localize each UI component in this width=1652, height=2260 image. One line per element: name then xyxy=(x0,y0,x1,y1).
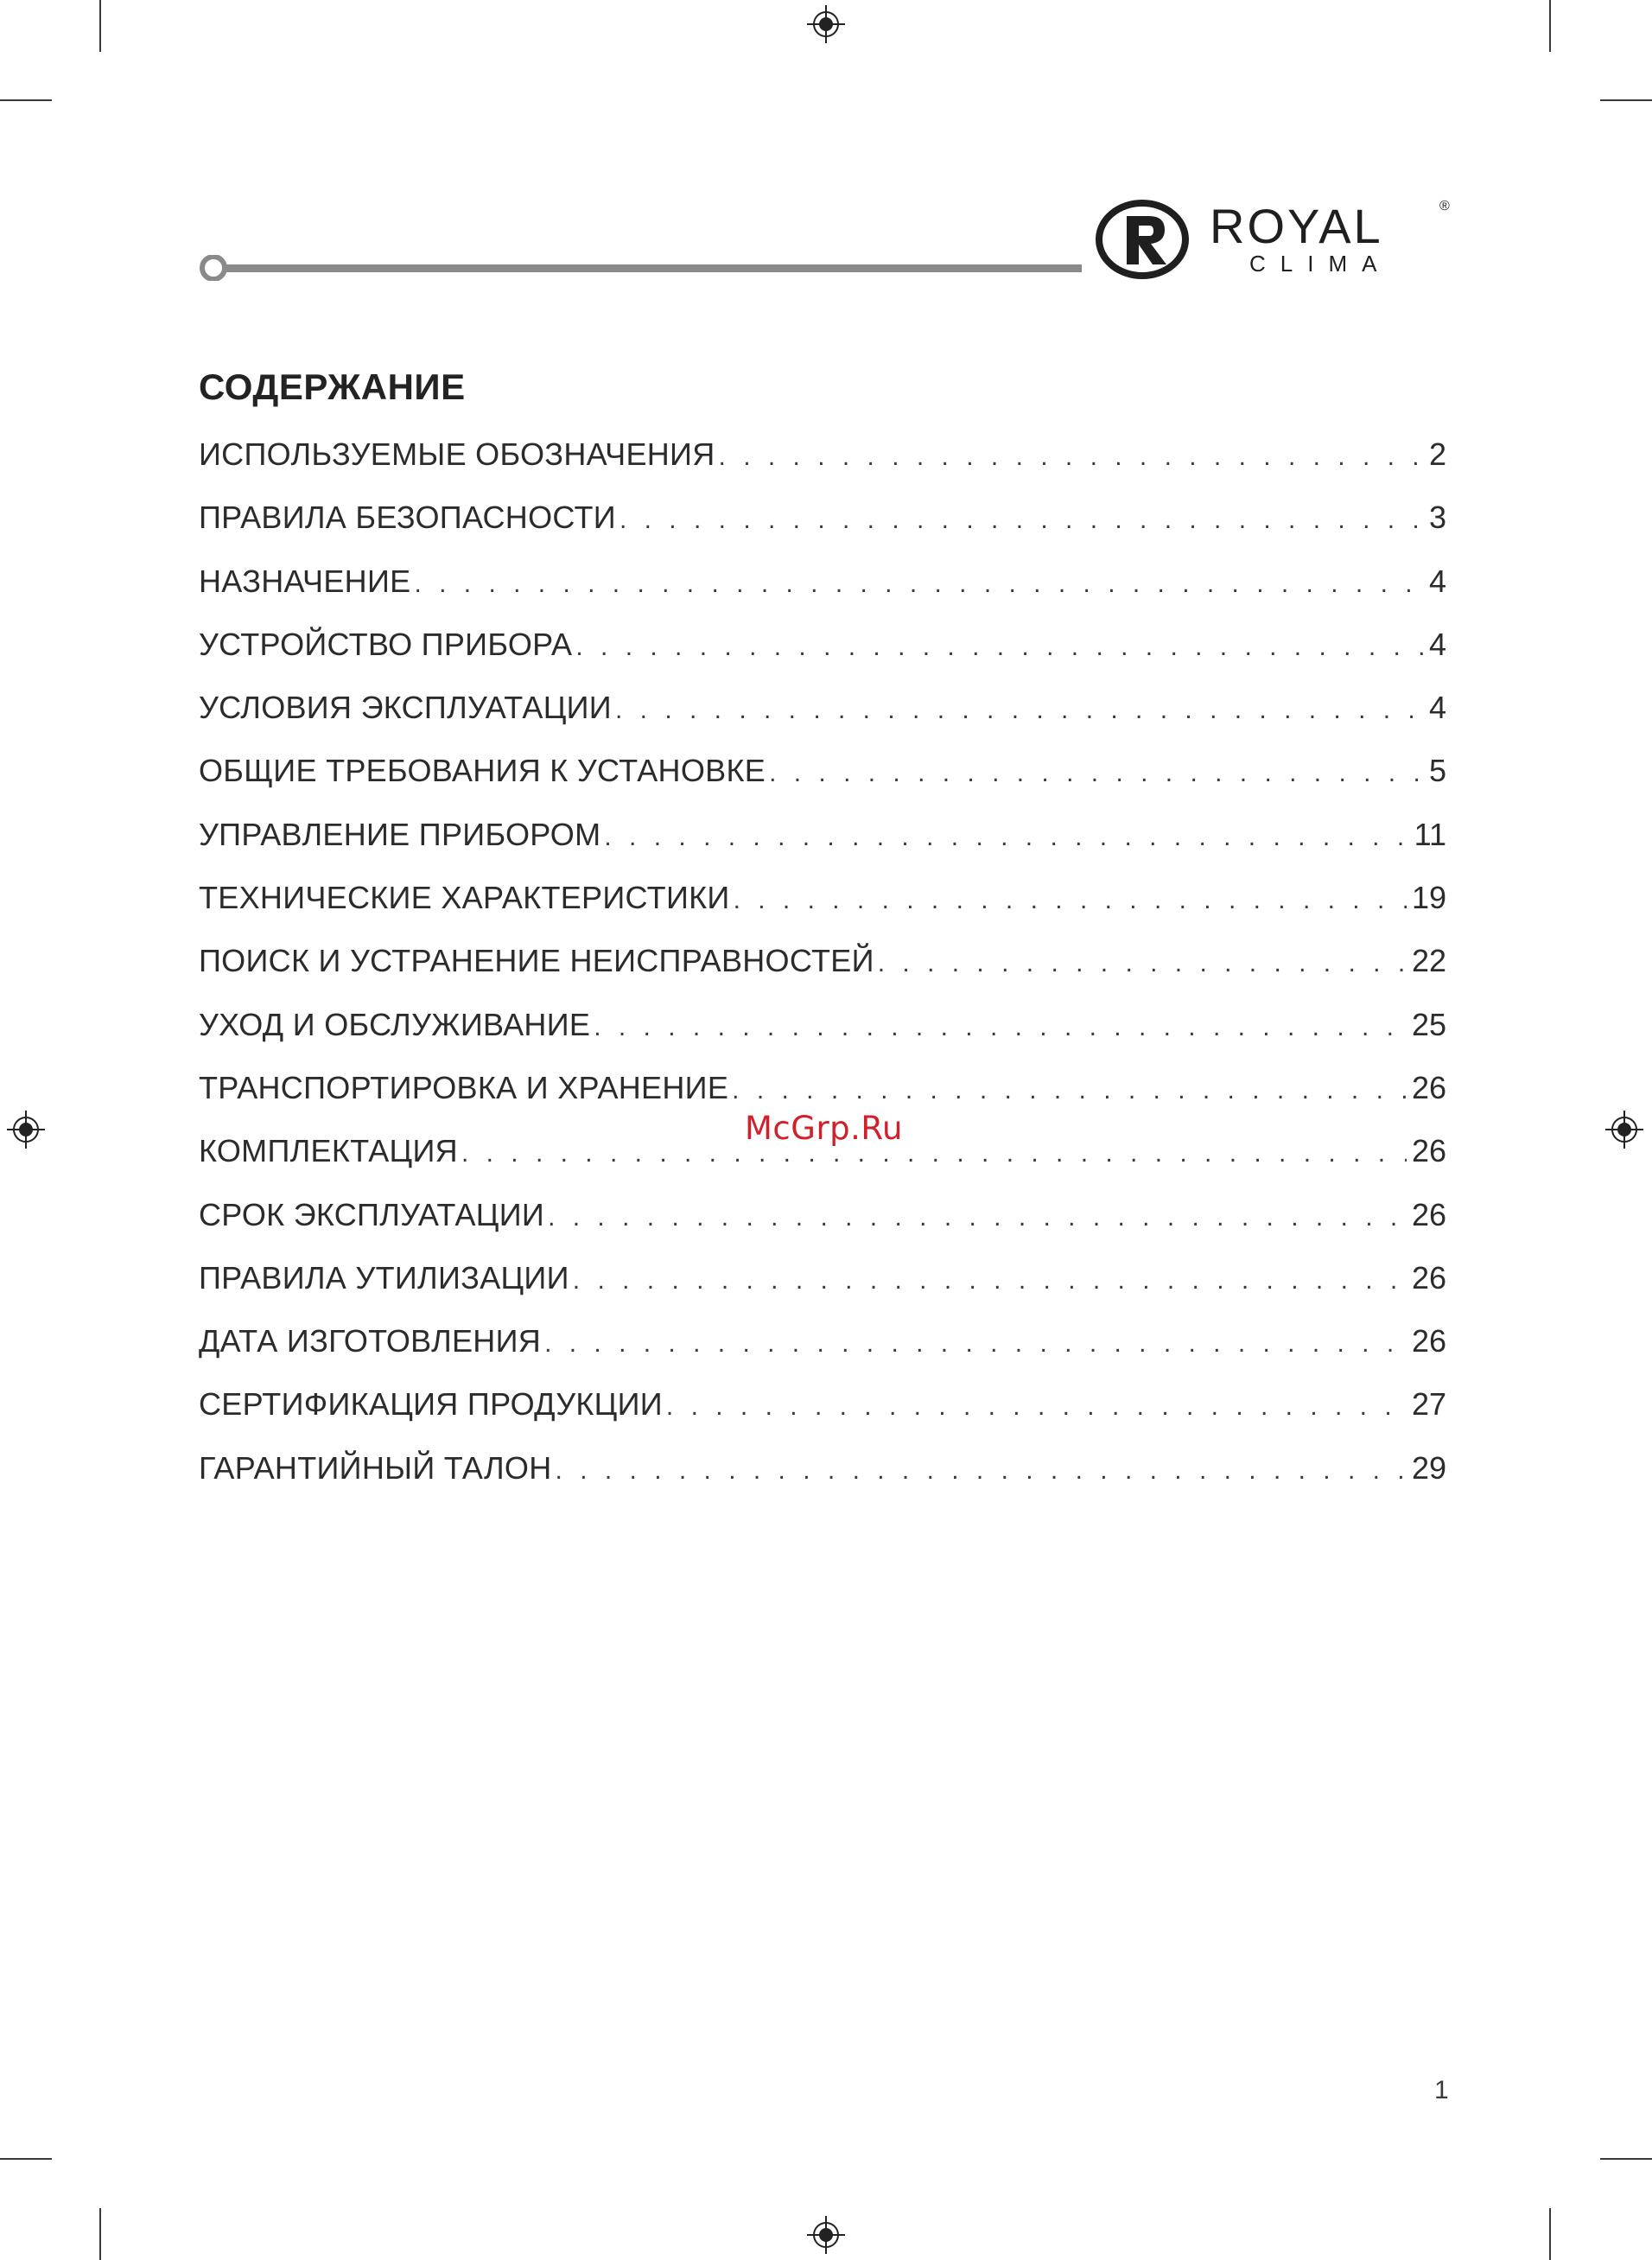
toc-entry-page: 25 xyxy=(1411,1006,1446,1042)
toc-entry-page: 19 xyxy=(1411,880,1446,916)
toc-entry[interactable] xyxy=(199,627,1446,690)
toc-dot-leader xyxy=(719,442,1424,472)
toc-entry-title: УХОД И ОБСЛУЖИВАНИЕ xyxy=(199,1006,591,1042)
crop-mark xyxy=(0,99,52,101)
toc-entry-title: ГАРАНТИЙНЫЙ ТАЛОН xyxy=(199,1449,552,1486)
toc-entry[interactable] xyxy=(199,943,1446,1006)
toc-entry-page: 26 xyxy=(1411,1259,1446,1296)
crop-mark xyxy=(99,0,101,52)
toc-entry-title: УСТРОЙСТВО ПРИБОРА xyxy=(199,626,573,662)
toc-entry-title: ИСПОЛЬЗУЕМЫЕ ОБОЗНАЧЕНИЯ xyxy=(199,436,715,472)
toc-dot-leader xyxy=(620,506,1424,535)
watermark: McGrp.Ru xyxy=(745,1110,903,1147)
registration-mark-icon xyxy=(805,2214,847,2256)
toc-entry[interactable] xyxy=(199,753,1446,816)
toc-dot-leader xyxy=(548,1203,1407,1232)
toc-entry[interactable] xyxy=(199,436,1446,500)
toc-entry[interactable] xyxy=(199,817,1446,880)
toc-entry[interactable] xyxy=(199,563,1446,627)
toc-dot-leader xyxy=(734,886,1407,915)
toc-dot-leader xyxy=(604,823,1408,852)
page-number: 1 xyxy=(1434,2076,1449,2104)
crop-mark xyxy=(1600,2158,1652,2160)
royal-clima-emblem-icon xyxy=(1096,199,1191,282)
toc-entry-page: 27 xyxy=(1411,1386,1446,1423)
toc-entry-title: НАЗНАЧЕНИЕ xyxy=(199,563,411,599)
toc-entry-page: 26 xyxy=(1411,1196,1446,1232)
toc-entry-title: СЕРТИФИКАЦИЯ ПРОДУКЦИИ xyxy=(199,1386,663,1423)
registration-mark-icon xyxy=(805,3,847,45)
crop-mark xyxy=(0,2158,52,2160)
toc-dot-leader xyxy=(575,633,1424,662)
toc-entry-page: 4 xyxy=(1428,563,1446,599)
toc-entry[interactable] xyxy=(199,1386,1446,1449)
toc-entry-title: ДАТА ИЗГОТОВЛЕНИЯ xyxy=(199,1323,542,1359)
header-rule xyxy=(199,255,1082,281)
toc-dot-leader xyxy=(878,949,1407,978)
toc-title: СОДЕРЖАНИЕ xyxy=(199,366,466,407)
toc-dot-leader xyxy=(594,1013,1407,1042)
toc-entry-page: 22 xyxy=(1411,943,1446,979)
toc-entry[interactable] xyxy=(199,1323,1446,1386)
toc-dot-leader xyxy=(769,759,1424,788)
toc-entry[interactable] xyxy=(199,1197,1446,1260)
toc-dot-leader xyxy=(556,1456,1407,1486)
toc-list xyxy=(199,436,1446,1513)
toc-entry[interactable] xyxy=(199,880,1446,943)
toc-entry-title: ОБЩИЕ ТРЕБОВАНИЯ К УСТАНОВКЕ xyxy=(199,753,766,789)
crop-mark xyxy=(1600,99,1652,101)
toc-entry[interactable] xyxy=(199,500,1446,563)
toc-entry-page: 5 xyxy=(1428,753,1446,789)
toc-entry-page: 11 xyxy=(1414,816,1446,852)
toc-entry-page: 4 xyxy=(1428,626,1446,662)
brand-logo xyxy=(1096,197,1458,283)
toc-entry-page: 26 xyxy=(1411,1133,1446,1169)
toc-entry-title: КОМПЛЕКТАЦИЯ xyxy=(199,1133,458,1169)
toc-entry-page: 26 xyxy=(1411,1323,1446,1359)
toc-entry-title: ТЕХНИЧЕСКИЕ ХАРАКТЕРИСТИКИ xyxy=(199,880,730,916)
toc-entry[interactable] xyxy=(199,690,1446,753)
toc-entry[interactable] xyxy=(199,1450,1446,1513)
toc-dot-leader xyxy=(461,1139,1407,1168)
toc-entry-page: 4 xyxy=(1428,690,1446,726)
toc-entry-page: 26 xyxy=(1411,1069,1446,1105)
toc-dot-leader xyxy=(544,1329,1407,1359)
toc-entry-title: ПОИСК И УСТРАНЕНИЕ НЕИСПРАВНОСТЕЙ xyxy=(199,943,874,979)
toc-dot-leader xyxy=(666,1392,1407,1422)
toc-entry-title: УПРАВЛЕНИЕ ПРИБОРОМ xyxy=(199,816,601,852)
crop-mark xyxy=(99,2208,101,2260)
toc-dot-leader xyxy=(573,1266,1407,1296)
toc-dot-leader xyxy=(414,570,1424,599)
registration-mark-icon xyxy=(1604,1109,1645,1150)
toc-entry-page: 3 xyxy=(1428,500,1446,536)
toc-entry-title: ПРАВИЛА УТИЛИЗАЦИИ xyxy=(199,1259,569,1296)
toc-entry-title: СРОК ЭКСПЛУАТАЦИИ xyxy=(199,1196,545,1232)
logo-brand-name: ROYAL xyxy=(1210,199,1383,253)
toc-entry-title: ПРАВИЛА БЕЗОПАСНОСТИ xyxy=(199,500,616,536)
crop-mark xyxy=(1549,0,1551,52)
toc-dot-leader xyxy=(615,696,1424,725)
toc-entry[interactable] xyxy=(199,1007,1446,1070)
registration-mark-icon xyxy=(5,1109,47,1150)
toc-entry-page: 29 xyxy=(1411,1449,1446,1486)
logo-registered-mark: ® xyxy=(1439,199,1450,213)
toc-entry-title: УСЛОВИЯ ЭКСПЛУАТАЦИИ xyxy=(199,690,612,726)
toc-dot-leader xyxy=(732,1076,1407,1105)
toc-entry-page: 2 xyxy=(1428,436,1446,472)
toc-entry-title: ТРАНСПОРТИРОВКА И ХРАНЕНИЕ xyxy=(199,1069,729,1105)
toc-entry[interactable] xyxy=(199,1260,1446,1323)
logo-brand-sub: CLIMA xyxy=(1249,251,1392,277)
crop-mark xyxy=(1549,2208,1551,2260)
